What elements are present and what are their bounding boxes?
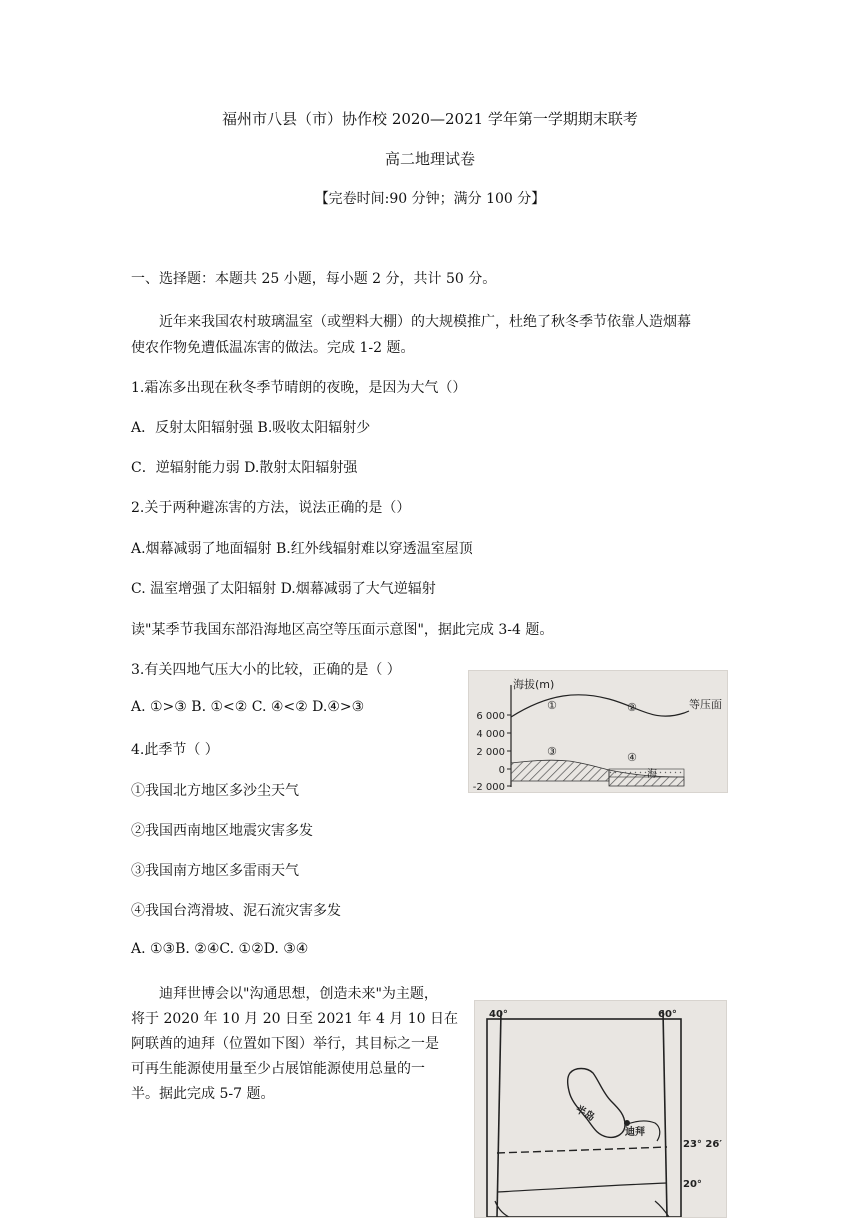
dubai-location-marker xyxy=(624,1120,630,1126)
q1-option-ab: A．反射太阳辐射强 B.吸收太阳辐射少 xyxy=(131,420,371,436)
q4-options: A. ①③B. ②④C. ①②D. ③④ xyxy=(131,941,309,957)
q3-stem: 3.有关四地气压大小的比较，正确的是（ ） xyxy=(131,662,401,678)
q2-stem: 2.关于两种避冻害的方法，说法正确的是（） xyxy=(131,500,411,516)
q4-item2: ②我国西南地区地震灾害多发 xyxy=(131,823,313,839)
isobar-curve xyxy=(511,695,689,717)
dubai-label: 迪拜 xyxy=(625,1127,645,1138)
point-3-label: ③ xyxy=(547,745,557,758)
tick-label: 2 000 xyxy=(476,747,505,758)
section-heading: 一、选择题：本题共 25 小题，每小题 2 分，共计 50 分。 xyxy=(131,271,497,287)
tick-label: 0 xyxy=(498,765,505,776)
q2-option-ab: A.烟幕减弱了地面辐射 B.红外线辐射难以穿透温室屋顶 xyxy=(131,541,473,557)
longitude-60-label: 60° xyxy=(658,1009,677,1020)
intro1-line1: 近年来我国农村玻璃温室（或塑料大棚）的大规模推广，杜绝了秋冬季节依靠人造烟幕 xyxy=(159,314,691,330)
point-4-label: ④ xyxy=(627,751,637,764)
tick-label: -2 000 xyxy=(472,782,505,792)
isobar-diagram xyxy=(468,670,728,793)
q4-item3: ③我国南方地区多雷雨天气 xyxy=(131,863,299,879)
y-axis-label: 海拔(m) xyxy=(513,678,555,691)
land-area xyxy=(511,760,609,781)
tick-label: 6 000 xyxy=(476,711,505,722)
q4-stem: 4.此季节（ ） xyxy=(131,742,219,758)
isobar-label: 等压面 xyxy=(689,698,722,711)
latitude-20-label: 20° xyxy=(683,1179,702,1190)
latitude-20-line xyxy=(497,1183,667,1192)
gulf-outline xyxy=(568,1069,625,1138)
q1-option-cd: C．逆辐射能力弱 D.散射太阳辐射强 xyxy=(131,460,358,476)
point-2-label: ② xyxy=(627,701,637,714)
intro3-line4: 可再生能源使用量至少占展馆能源使用总量的一 xyxy=(131,1061,425,1077)
peninsula-label: 半岛 xyxy=(573,1104,597,1124)
intro1-line2: 使农作物免遭低温冻害的做法。完成 1-2 题。 xyxy=(131,340,415,356)
exam-subtitle: 高二地理试卷 xyxy=(384,150,475,168)
longitude-40-line xyxy=(497,1011,501,1217)
tick-label: 4 000 xyxy=(476,729,505,740)
exam-title: 福州市八县（市）协作校 2020—2021 学年第一学期期末联考 xyxy=(222,110,638,128)
dubai-location-map xyxy=(474,1000,727,1218)
tropic-of-cancer xyxy=(497,1147,667,1153)
q3-options: A. ①>③ B. ①<② C. ④<② D.④>③ xyxy=(131,699,365,715)
q1-stem: 1.霜冻多出现在秋冬季节晴朗的夜晚，是因为大气（） xyxy=(131,380,467,396)
tropic-label: 23° 26′ xyxy=(683,1139,722,1150)
intro2: 读"某季节我国东部沿海地区高空等压面示意图"，据此完成 3-4 题。 xyxy=(131,622,554,638)
point-1-label: ① xyxy=(547,699,557,712)
intro3-line1: 迪拜世博会以"沟通思想，创造未来"为主题， xyxy=(159,986,438,1002)
sea-label: 海 xyxy=(647,769,657,780)
intro3-line2: 将于 2020 年 10 月 20 日至 2021 年 4 月 10 日在 xyxy=(131,1011,459,1027)
intro3-line3: 阿联酋的迪拜（位置如下图）举行，其目标之一是 xyxy=(131,1036,439,1052)
longitude-60-line xyxy=(663,1011,667,1217)
q4-item1: ①我国北方地区多沙尘天气 xyxy=(131,783,299,799)
q2-option-cd: C. 温室增强了太阳辐射 D.烟幕减弱了大气逆辐射 xyxy=(131,581,436,597)
longitude-40-label: 40° xyxy=(489,1009,508,1020)
q4-item4: ④我国台湾滑坡、泥石流灾害多发 xyxy=(131,903,341,919)
exam-meta: 【完卷时间:90 分钟；满分 100 分】 xyxy=(314,191,546,207)
intro3-line5: 半。据此完成 5-7 题。 xyxy=(131,1086,275,1102)
